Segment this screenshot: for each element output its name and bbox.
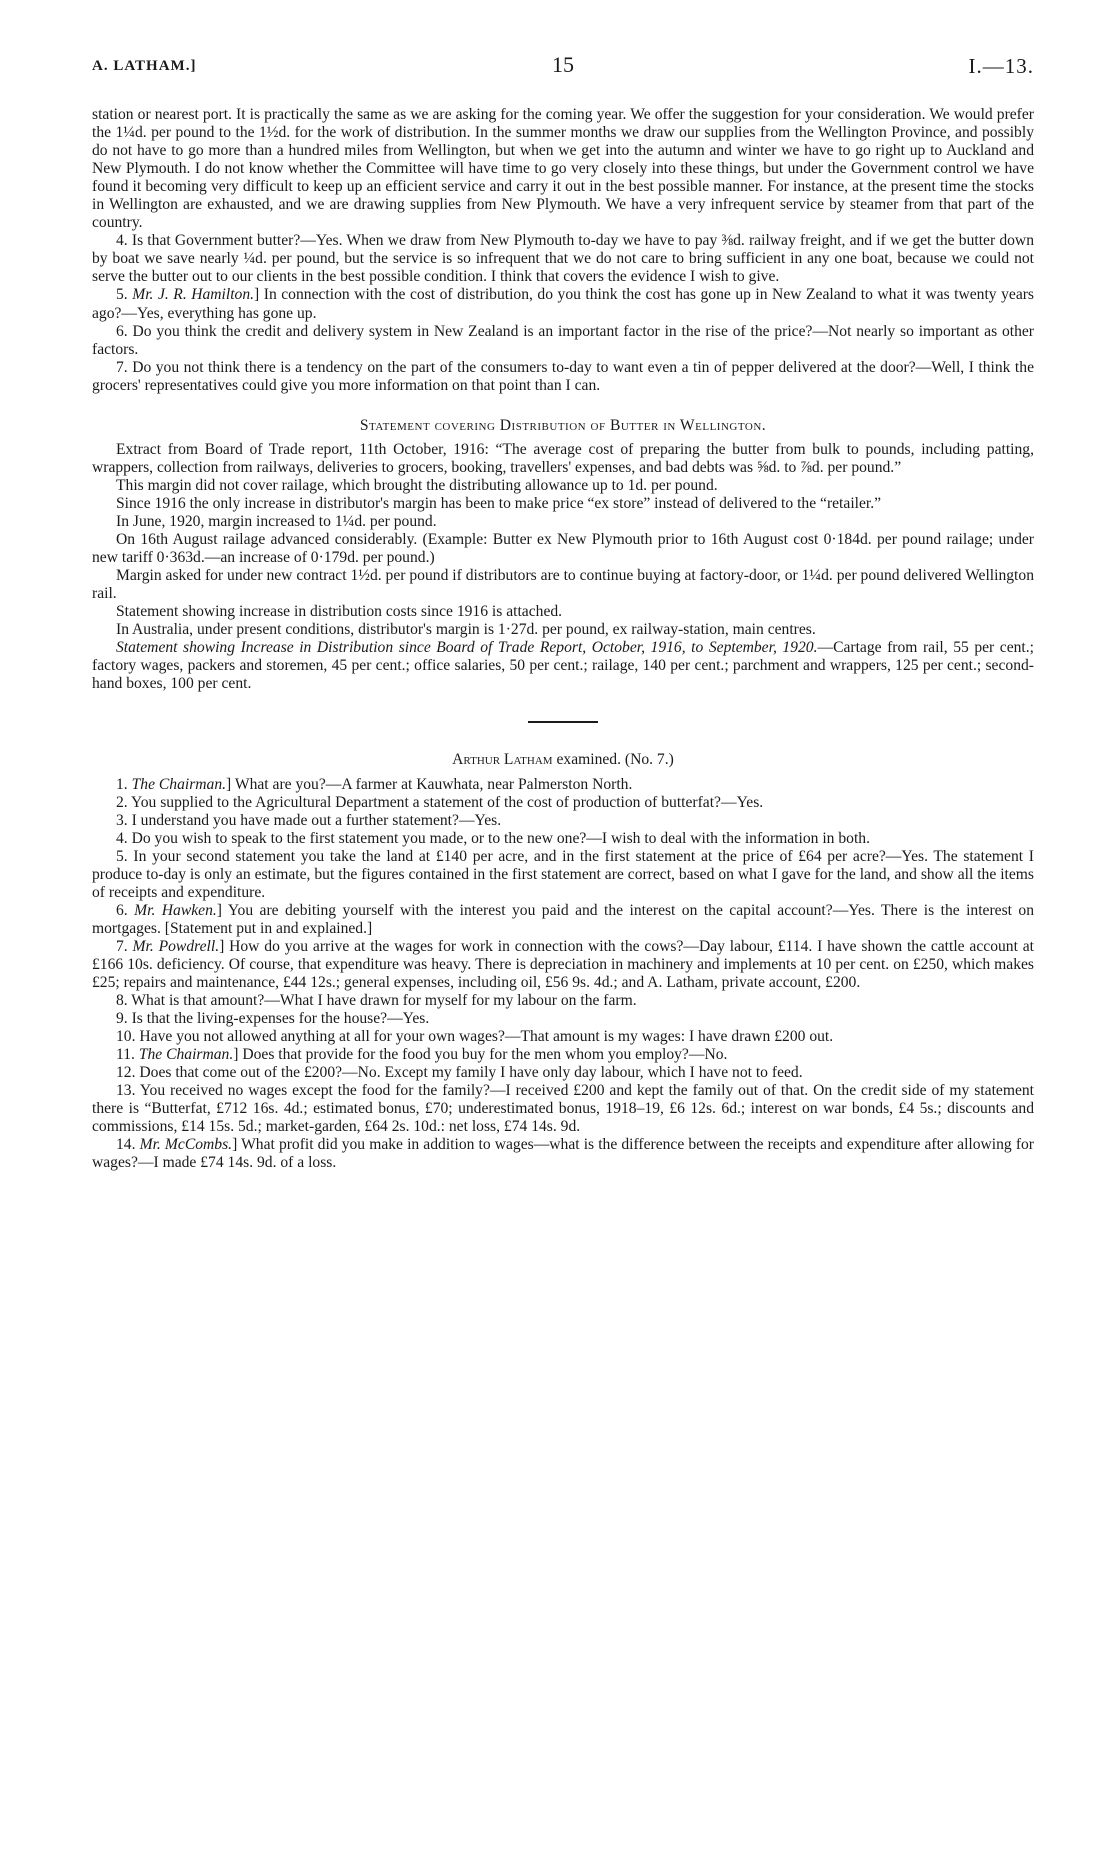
paragraph: station or nearest port. It is practically the same as we are asking for the coming year. We offer the suggestion for your consideration. We would prefer the 1¼d. per pound to the 1½d. for the work of distribution. In the summer months we draw our supplies from the Wellington Province, and possibly do not have to go more than a hundred miles from Wellington, but when we get into the autumn and winter we have to go right up to Auckland and New Plymouth. I do not know whether the Committee will have time to go very closely into these things, but under the Government control we have found it becoming very difficult to keep up an efficient service and carry it out in the best possible manner. For instance, at the present time the stocks in Wellington are exhausted, and we are drawing supplies from New Plymouth. We have a very infrequent service by steamer from that part of the country. xyxy=(92,106,1034,232)
paragraph-text: ] Does that provide for the food you buy for the men whom you employ?—No. xyxy=(233,1046,728,1064)
paragraph: 10. Have you not allowed anything at all for your own wages?—That amount is my wages: I have drawn £200 out. xyxy=(116,1028,834,1046)
speaker-name: Mr. J. R. Hamilton. xyxy=(132,286,255,304)
paragraph: Extract from Board of Trade report, 11th October, 1916: “The average cost of preparing the butter from bulk to pounds, including patting, wrappers, collection from railways, deliveries to grocers, booking, travellers' expenses, and bad debts was ⅝d. to ⅞d. per pound.” xyxy=(92,440,1034,476)
question-number: 11. xyxy=(116,1046,139,1064)
paragraph: 3. I understand you have made out a further statement?—Yes. xyxy=(116,811,502,829)
paragraph: 6. Do you think the credit and delivery system in New Zealand is an important factor in the rise of the price?—Not nearly so important as other factors. xyxy=(92,322,1034,358)
speaker-name: The Chairman. xyxy=(131,775,227,793)
paragraph: 8. What is that amount?—What I have drawn for myself for my labour on the farm. xyxy=(116,992,637,1010)
question-number: 6. xyxy=(116,901,135,919)
paragraph: Margin asked for under new contract 1½d. per pound if distributors are to continue buying at factory-door, or 1¼d. per pound delivered Wellington rail. xyxy=(92,567,1034,603)
document-page xyxy=(92,52,1034,1173)
paragraph: 13. You received no wages except the food for the family?—I received £200 and kept the family out of that. On the credit side of my statement there is “Butterfat, £712 16s. 4d.; estimated bonus, £70; underestimated bonus, 1918–19, £6 12s. 6d.; interest on war bonds, £4 5s.; discounts and commissions, £14 15s. 5d.; market-garden, £64 2s. 10d.: net loss, £74 14s. 9d. xyxy=(92,1082,1034,1136)
question-number: 14. xyxy=(116,1136,140,1154)
paragraph: 5. Mr. J. R. Hamilton.] In connection with the cost of distribution, do you think the cost has gone up in New Zealand to what it was twenty years ago?—Yes, everything has gone up. xyxy=(92,286,1035,322)
paragraph: 9. Is that the living-expenses for the house?—Yes. xyxy=(116,1010,430,1028)
paragraph xyxy=(92,1136,1034,1172)
paragraph xyxy=(92,938,1034,992)
question-number: 7. xyxy=(116,937,133,955)
paragraph: Statement showing increase in distribution costs since 1916 is attached. xyxy=(116,603,563,621)
question-number: 1. xyxy=(116,775,132,793)
paragraph: 12. Does that come out of the £200?—No. Except my family I have only day labour, which I have not to feed. xyxy=(116,1064,803,1082)
paragraph xyxy=(92,1046,1034,1064)
speaker-name: Mr. Hawken. xyxy=(134,901,217,919)
paragraph-text: ] How do you arrive at the wages for work in connection with the cows?—Day labour, £114. I have shown the cattle account at £166 10s. deficiency. Of course, that expenditure was heavy. There is depreciation in machinery and implements at 10 per cent. on £250, which makes £25; repairs and maintenance, £44 12s.; general expenses, including oil, £56 9s. 4d.; and A. Latham, private account, £200. xyxy=(92,937,1034,992)
speaker-name: Mr. McCombs. xyxy=(139,1136,233,1154)
paragraph xyxy=(92,639,1034,693)
header-witness-name: A. LATHAM.] xyxy=(92,58,197,74)
speaker-name: The Chairman. xyxy=(138,1046,234,1064)
examination-title xyxy=(92,751,1034,769)
document-reference: I.—13. xyxy=(968,54,1034,78)
paragraph: In June, 1920, margin increased to 1¼d. per pound. xyxy=(116,512,437,530)
paragraph: 2. You supplied to the Agricultural Department a statement of the cost of production of butterfat?—Yes. xyxy=(116,793,764,811)
paragraph-text: ] What profit did you make in addition to wages—what is the difference between the receipts and expenditure after allowing for wages?—I made £74 14s. 9d. of a loss. xyxy=(92,1136,1034,1172)
paragraph: Since 1916 the only increase in distributor's margin has been to make price “ex store” instead of delivered to the “retailer.” xyxy=(116,494,882,512)
page-number: 15 xyxy=(552,52,574,77)
speaker-name: Mr. Powdrell. xyxy=(132,937,220,955)
examination-label: examined. (No. 7.) xyxy=(552,751,674,769)
paragraph: On 16th August railage advanced considerably. (Example: Butter ex New Plymouth prior to 16th August cost 0·184d. per pound railage; under new tariff 0·363d.—an increase of 0·179d. per pound.) xyxy=(92,531,1034,567)
paragraph: 4. Is that Government butter?—Yes. When we draw from New Plymouth to-day we have to pay ⅜d. railway freight, and if we get the butter down by boat we save nearly ¼d. per pound, but the service is so infrequent that we do not care to bring sufficient in any one boat, because we could not serve the butter out to our clients in the best possible condition. I think that covers the evidence I wish to give. xyxy=(92,232,1034,286)
witness-name: Arthur Latham xyxy=(452,751,553,769)
document-body xyxy=(92,106,1034,1173)
paragraph xyxy=(92,776,1034,794)
page-header xyxy=(92,52,1034,92)
paragraph: 4. Do you wish to speak to the first statement you made, or to the new one?—I wish to deal with the information in both. xyxy=(116,829,870,847)
paragraph: 5. In your second statement you take the land at £140 per acre, and in the first statement at the price of £64 per acre?—Yes. The statement I produce to-day is only an estimate, but the figures contained in the first statement are correct, based on what I gave for the land, and show all the items of receipts and expenditure. xyxy=(92,847,1034,901)
paragraph xyxy=(92,902,1034,938)
paragraph: 7. Do you not think there is a tendency on the part of the consumers to-day to want even a tin of pepper delivered at the door?—Well, I think the grocers' representatives could give you more information on that point than I can. xyxy=(92,358,1034,394)
section-title: Statement covering Distribution of Butter in Wellington. xyxy=(359,416,767,434)
paragraph-text: ] You are debiting yourself with the interest you paid and the interest on the capital account?—Yes. There is the interest on mortgages. [Statement put in and explained.] xyxy=(92,901,1035,937)
paragraph: This margin did not cover railage, which brought the distributing allowance up to 1d. per pound. xyxy=(116,476,718,494)
paragraph-text: ] In connection with the cost of distribution, do you think the cost has gone up in New Zealand to what it was twenty years ago?—Yes, everything has gone up. xyxy=(92,286,1035,322)
statement-heading: Statement showing Increase in Distribution since Board of Trade Report, October, 1916, to September, 1920. xyxy=(116,639,818,657)
paragraph-text: ] What are you?—A farmer at Kauwhata, near Palmerston North. xyxy=(226,775,633,793)
paragraph: In Australia, under present conditions, distributor's margin is 1·27d. per pound, ex railway-station, main centres. xyxy=(116,621,816,639)
paragraph-text: —Cartage from rail, 55 per cent.; factory wages, packers and storemen, 45 per cent.; office salaries, 50 per cent.; railage, 140 per cent.; parchment and wrappers, 125 per cent.; second-hand boxes, 100 per cent. xyxy=(92,639,1034,693)
section-divider xyxy=(528,721,598,723)
